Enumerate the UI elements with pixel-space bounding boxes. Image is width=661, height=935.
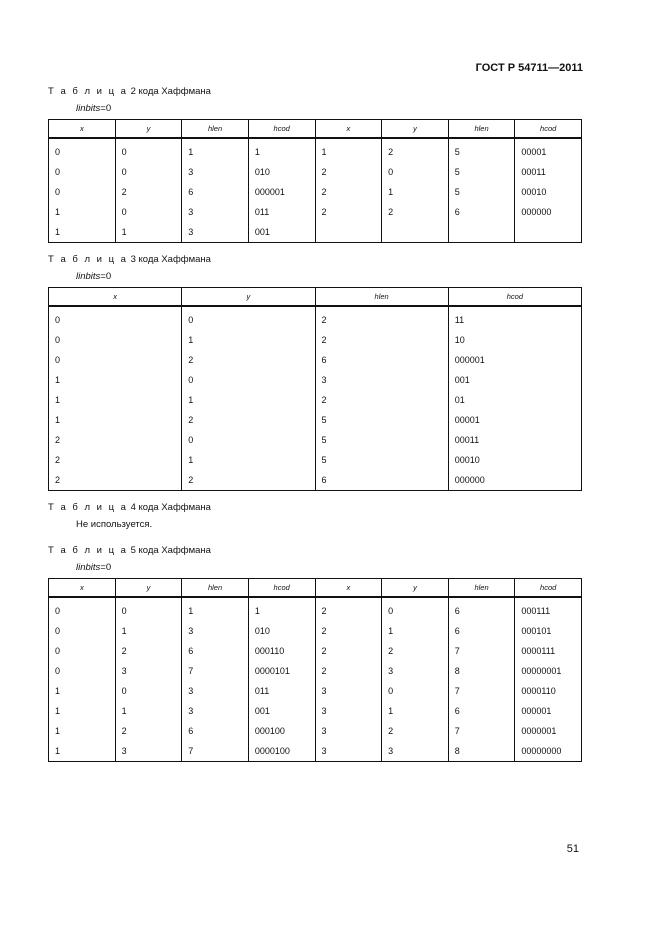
table-cell: 0 [382, 597, 449, 621]
table-cell: 5 [448, 182, 515, 202]
table-cell [382, 222, 449, 243]
table-cell: 6 [448, 621, 515, 641]
table-cell [315, 222, 382, 243]
table-cell: 2 [115, 182, 182, 202]
document-standard-code: ГОСТ Р 54711—2011 [475, 62, 583, 74]
table5-body [49, 597, 582, 762]
table-cell: 1 [382, 701, 449, 721]
table5-col-header: y [382, 579, 449, 598]
table-cell: 000001 [248, 182, 315, 202]
table-cell: 1 [49, 701, 116, 721]
table-cell: 0 [49, 330, 182, 350]
table2-col-header: hcod [248, 120, 315, 139]
table2-caption-text: 2 кода Хаффмана [127, 86, 211, 97]
table-cell: 1 [315, 138, 382, 162]
table-cell: 3 [182, 162, 249, 182]
table-cell: 7 [448, 641, 515, 661]
table4-caption-word: Т а б л и ц а [48, 502, 128, 513]
table-cell: 5 [315, 430, 448, 450]
table-cell: 0 [182, 430, 315, 450]
table4-note: Не используется. [76, 519, 153, 530]
table-cell: 2 [315, 202, 382, 222]
table-cell: 000101 [515, 621, 582, 641]
table-row [49, 450, 582, 470]
table-row [49, 470, 582, 491]
table-cell: 0000001 [515, 721, 582, 741]
table2-col-header: y [115, 120, 182, 139]
table-cell: 1 [49, 721, 116, 741]
table-cell: 1 [49, 390, 182, 410]
table-cell: 00000000 [515, 741, 582, 762]
table5-caption-text: 5 кода Хаффмана [127, 545, 211, 556]
table5-header [49, 579, 582, 598]
table-row [49, 390, 582, 410]
table-row [49, 350, 582, 370]
table2-linbits [76, 103, 111, 114]
table-cell: 011 [248, 202, 315, 222]
table-row [49, 330, 582, 350]
table-cell: 5 [315, 450, 448, 470]
table-row [49, 681, 582, 701]
table-cell: 1 [115, 701, 182, 721]
table-cell: 2 [315, 182, 382, 202]
table-cell: 5 [448, 162, 515, 182]
table-cell: 000000 [515, 202, 582, 222]
table5-header-row [49, 579, 582, 598]
table5-caption [48, 545, 211, 556]
table-cell: 0 [49, 597, 116, 621]
table-cell: 000001 [515, 701, 582, 721]
table-cell: 00010 [448, 450, 581, 470]
table-cell: 0000110 [515, 681, 582, 701]
table-cell: 00001 [448, 410, 581, 430]
table-cell: 0 [49, 641, 116, 661]
table-cell: 0 [382, 681, 449, 701]
table-cell: 2 [115, 721, 182, 741]
table-cell: 1 [49, 202, 116, 222]
table-cell: 01 [448, 390, 581, 410]
table-cell: 010 [248, 162, 315, 182]
table5-col-header: hlen [182, 579, 249, 598]
table-cell: 6 [315, 470, 448, 491]
table2-col-header: hlen [182, 120, 249, 139]
page-number: 51 [566, 843, 579, 855]
table-row [49, 410, 582, 430]
table-cell: 3 [182, 222, 249, 243]
table-cell: 0 [115, 162, 182, 182]
table-cell: 1 [115, 222, 182, 243]
table-cell: 0 [49, 162, 116, 182]
table-cell: 1 [248, 597, 315, 621]
table5-linbits-value: =0 [100, 562, 112, 573]
table-row [49, 721, 582, 741]
table-cell: 1 [248, 138, 315, 162]
table-row [49, 430, 582, 450]
table-cell: 2 [182, 410, 315, 430]
table-cell: 011 [248, 681, 315, 701]
table5-col-header: hlen [448, 579, 515, 598]
table-cell: 00001 [515, 138, 582, 162]
table-cell: 10 [448, 330, 581, 350]
table-cell: 1 [49, 370, 182, 390]
table-cell: 0 [49, 138, 116, 162]
table-cell: 7 [182, 741, 249, 762]
table-cell: 001 [448, 370, 581, 390]
table-cell: 2 [382, 138, 449, 162]
table3-caption [48, 254, 211, 265]
table-cell: 6 [448, 701, 515, 721]
table-cell: 2 [182, 470, 315, 491]
table2-body [49, 138, 582, 243]
table-cell: 3 [182, 681, 249, 701]
table-cell: 00011 [448, 430, 581, 450]
table-cell [448, 222, 515, 243]
table-cell: 2 [315, 621, 382, 641]
table-cell: 3 [182, 621, 249, 641]
table-cell: 8 [448, 741, 515, 762]
table-cell: 7 [448, 681, 515, 701]
table-row [49, 162, 582, 182]
table-row [49, 661, 582, 681]
table-cell: 2 [115, 641, 182, 661]
table-cell: 6 [448, 597, 515, 621]
table-row [49, 306, 582, 330]
table-cell: 5 [315, 410, 448, 430]
table-cell: 7 [448, 721, 515, 741]
table-cell: 3 [315, 721, 382, 741]
table-cell: 0 [182, 306, 315, 330]
table3-col-header: hcod [448, 288, 581, 307]
table-cell: 2 [315, 330, 448, 350]
table2-header-row [49, 120, 582, 139]
table-cell: 1 [182, 390, 315, 410]
table-cell: 0 [115, 202, 182, 222]
table-cell: 000111 [515, 597, 582, 621]
table3-caption-word: Т а б л и ц а [48, 254, 128, 265]
table-row [49, 641, 582, 661]
table-cell: 2 [49, 430, 182, 450]
table-cell: 2 [49, 450, 182, 470]
table5-col-header: hcod [248, 579, 315, 598]
table-cell: 11 [448, 306, 581, 330]
table-cell: 6 [448, 202, 515, 222]
table2-header [49, 120, 582, 139]
table-cell: 2 [315, 390, 448, 410]
table-cell: 2 [382, 202, 449, 222]
table2-linbits-value: =0 [100, 103, 112, 114]
table-cell: 0 [49, 306, 182, 330]
table-cell: 3 [115, 661, 182, 681]
table-cell: 001 [248, 701, 315, 721]
table5-col-header: x [315, 579, 382, 598]
table-cell: 000110 [248, 641, 315, 661]
table-cell: 00010 [515, 182, 582, 202]
table-cell: 3 [382, 741, 449, 762]
table-cell: 1 [49, 681, 116, 701]
table-cell: 0 [49, 350, 182, 370]
table-cell: 000100 [248, 721, 315, 741]
table-cell: 3 [182, 202, 249, 222]
table-cell: 6 [182, 641, 249, 661]
table-cell: 0 [182, 370, 315, 390]
table-row [49, 741, 582, 762]
table-cell: 5 [448, 138, 515, 162]
table3-col-header: hlen [315, 288, 448, 307]
table-cell: 1 [382, 621, 449, 641]
table-cell: 3 [315, 681, 382, 701]
table2-col-header: hlen [448, 120, 515, 139]
table-cell: 1 [382, 182, 449, 202]
table-cell: 1 [182, 138, 249, 162]
table2-caption [48, 86, 211, 97]
table-cell: 000000 [448, 470, 581, 491]
table2-caption-word: Т а б л и ц а [48, 86, 128, 97]
table2-linbits-label: linbits [76, 103, 101, 114]
table-cell: 0000100 [248, 741, 315, 762]
table-cell: 00000001 [515, 661, 582, 681]
table-cell: 2 [49, 470, 182, 491]
table-cell: 7 [182, 661, 249, 681]
table3-col-header: x [49, 288, 182, 307]
table-cell: 00011 [515, 162, 582, 182]
table-cell: 1 [182, 597, 249, 621]
table-cell: 2 [315, 597, 382, 621]
table3-header-row [49, 288, 582, 307]
table-cell: 0 [115, 138, 182, 162]
table-cell: 0 [49, 661, 116, 681]
table-cell [515, 222, 582, 243]
table3-linbits-value: =0 [100, 271, 112, 282]
table-cell: 1 [115, 621, 182, 641]
table-cell: 2 [315, 661, 382, 681]
table-cell: 000001 [448, 350, 581, 370]
table-cell: 1 [182, 330, 315, 350]
table-cell: 2 [315, 162, 382, 182]
table2-col-header: hcod [515, 120, 582, 139]
table3-linbits-label: linbits [76, 271, 101, 282]
table-cell: 2 [382, 721, 449, 741]
table-cell: 0 [49, 621, 116, 641]
table3-caption-text: 3 кода Хаффмана [127, 254, 211, 265]
table5-linbits-label: linbits [76, 562, 101, 573]
table-cell: 2 [315, 306, 448, 330]
table2 [48, 119, 582, 243]
table5-col-header: y [115, 579, 182, 598]
table-row [49, 370, 582, 390]
table-cell: 3 [115, 741, 182, 762]
table-cell: 2 [182, 350, 315, 370]
table3-header [49, 288, 582, 307]
table-cell: 1 [182, 450, 315, 470]
table5-caption-word: Т а б л и ц а [48, 545, 128, 556]
table-cell: 1 [49, 741, 116, 762]
table-row [49, 621, 582, 641]
table-cell: 0 [115, 681, 182, 701]
table-cell: 6 [315, 350, 448, 370]
table2-col-header: x [315, 120, 382, 139]
table-cell: 3 [315, 370, 448, 390]
table3 [48, 287, 582, 491]
table-cell: 001 [248, 222, 315, 243]
table-cell: 1 [49, 410, 182, 430]
table3-linbits [76, 271, 111, 282]
table-cell: 0 [382, 162, 449, 182]
table-cell: 6 [182, 182, 249, 202]
table-cell: 2 [315, 641, 382, 661]
table-cell: 1 [49, 222, 116, 243]
table-row [49, 597, 582, 621]
table5 [48, 578, 582, 762]
table2-col-header: y [382, 120, 449, 139]
table-row [49, 222, 582, 243]
table5-col-header: x [49, 579, 116, 598]
table-cell: 0000101 [248, 661, 315, 681]
table-cell: 0000111 [515, 641, 582, 661]
table-row [49, 138, 582, 162]
table5-col-header: hcod [515, 579, 582, 598]
table-cell: 8 [448, 661, 515, 681]
table-cell: 3 [182, 701, 249, 721]
table2-col-header: x [49, 120, 116, 139]
table-row [49, 701, 582, 721]
table-cell: 3 [315, 701, 382, 721]
table-row [49, 202, 582, 222]
table-cell: 2 [382, 641, 449, 661]
table-cell: 0 [115, 597, 182, 621]
table-cell: 3 [382, 661, 449, 681]
table4-caption-text: 4 кода Хаффмана [127, 502, 211, 513]
table-cell: 6 [182, 721, 249, 741]
table5-linbits [76, 562, 111, 573]
table-cell: 3 [315, 741, 382, 762]
table-row [49, 182, 582, 202]
table3-col-header: y [182, 288, 315, 307]
table-cell: 0 [49, 182, 116, 202]
table-cell: 010 [248, 621, 315, 641]
table3-body [49, 306, 582, 491]
table4-caption [48, 502, 211, 513]
